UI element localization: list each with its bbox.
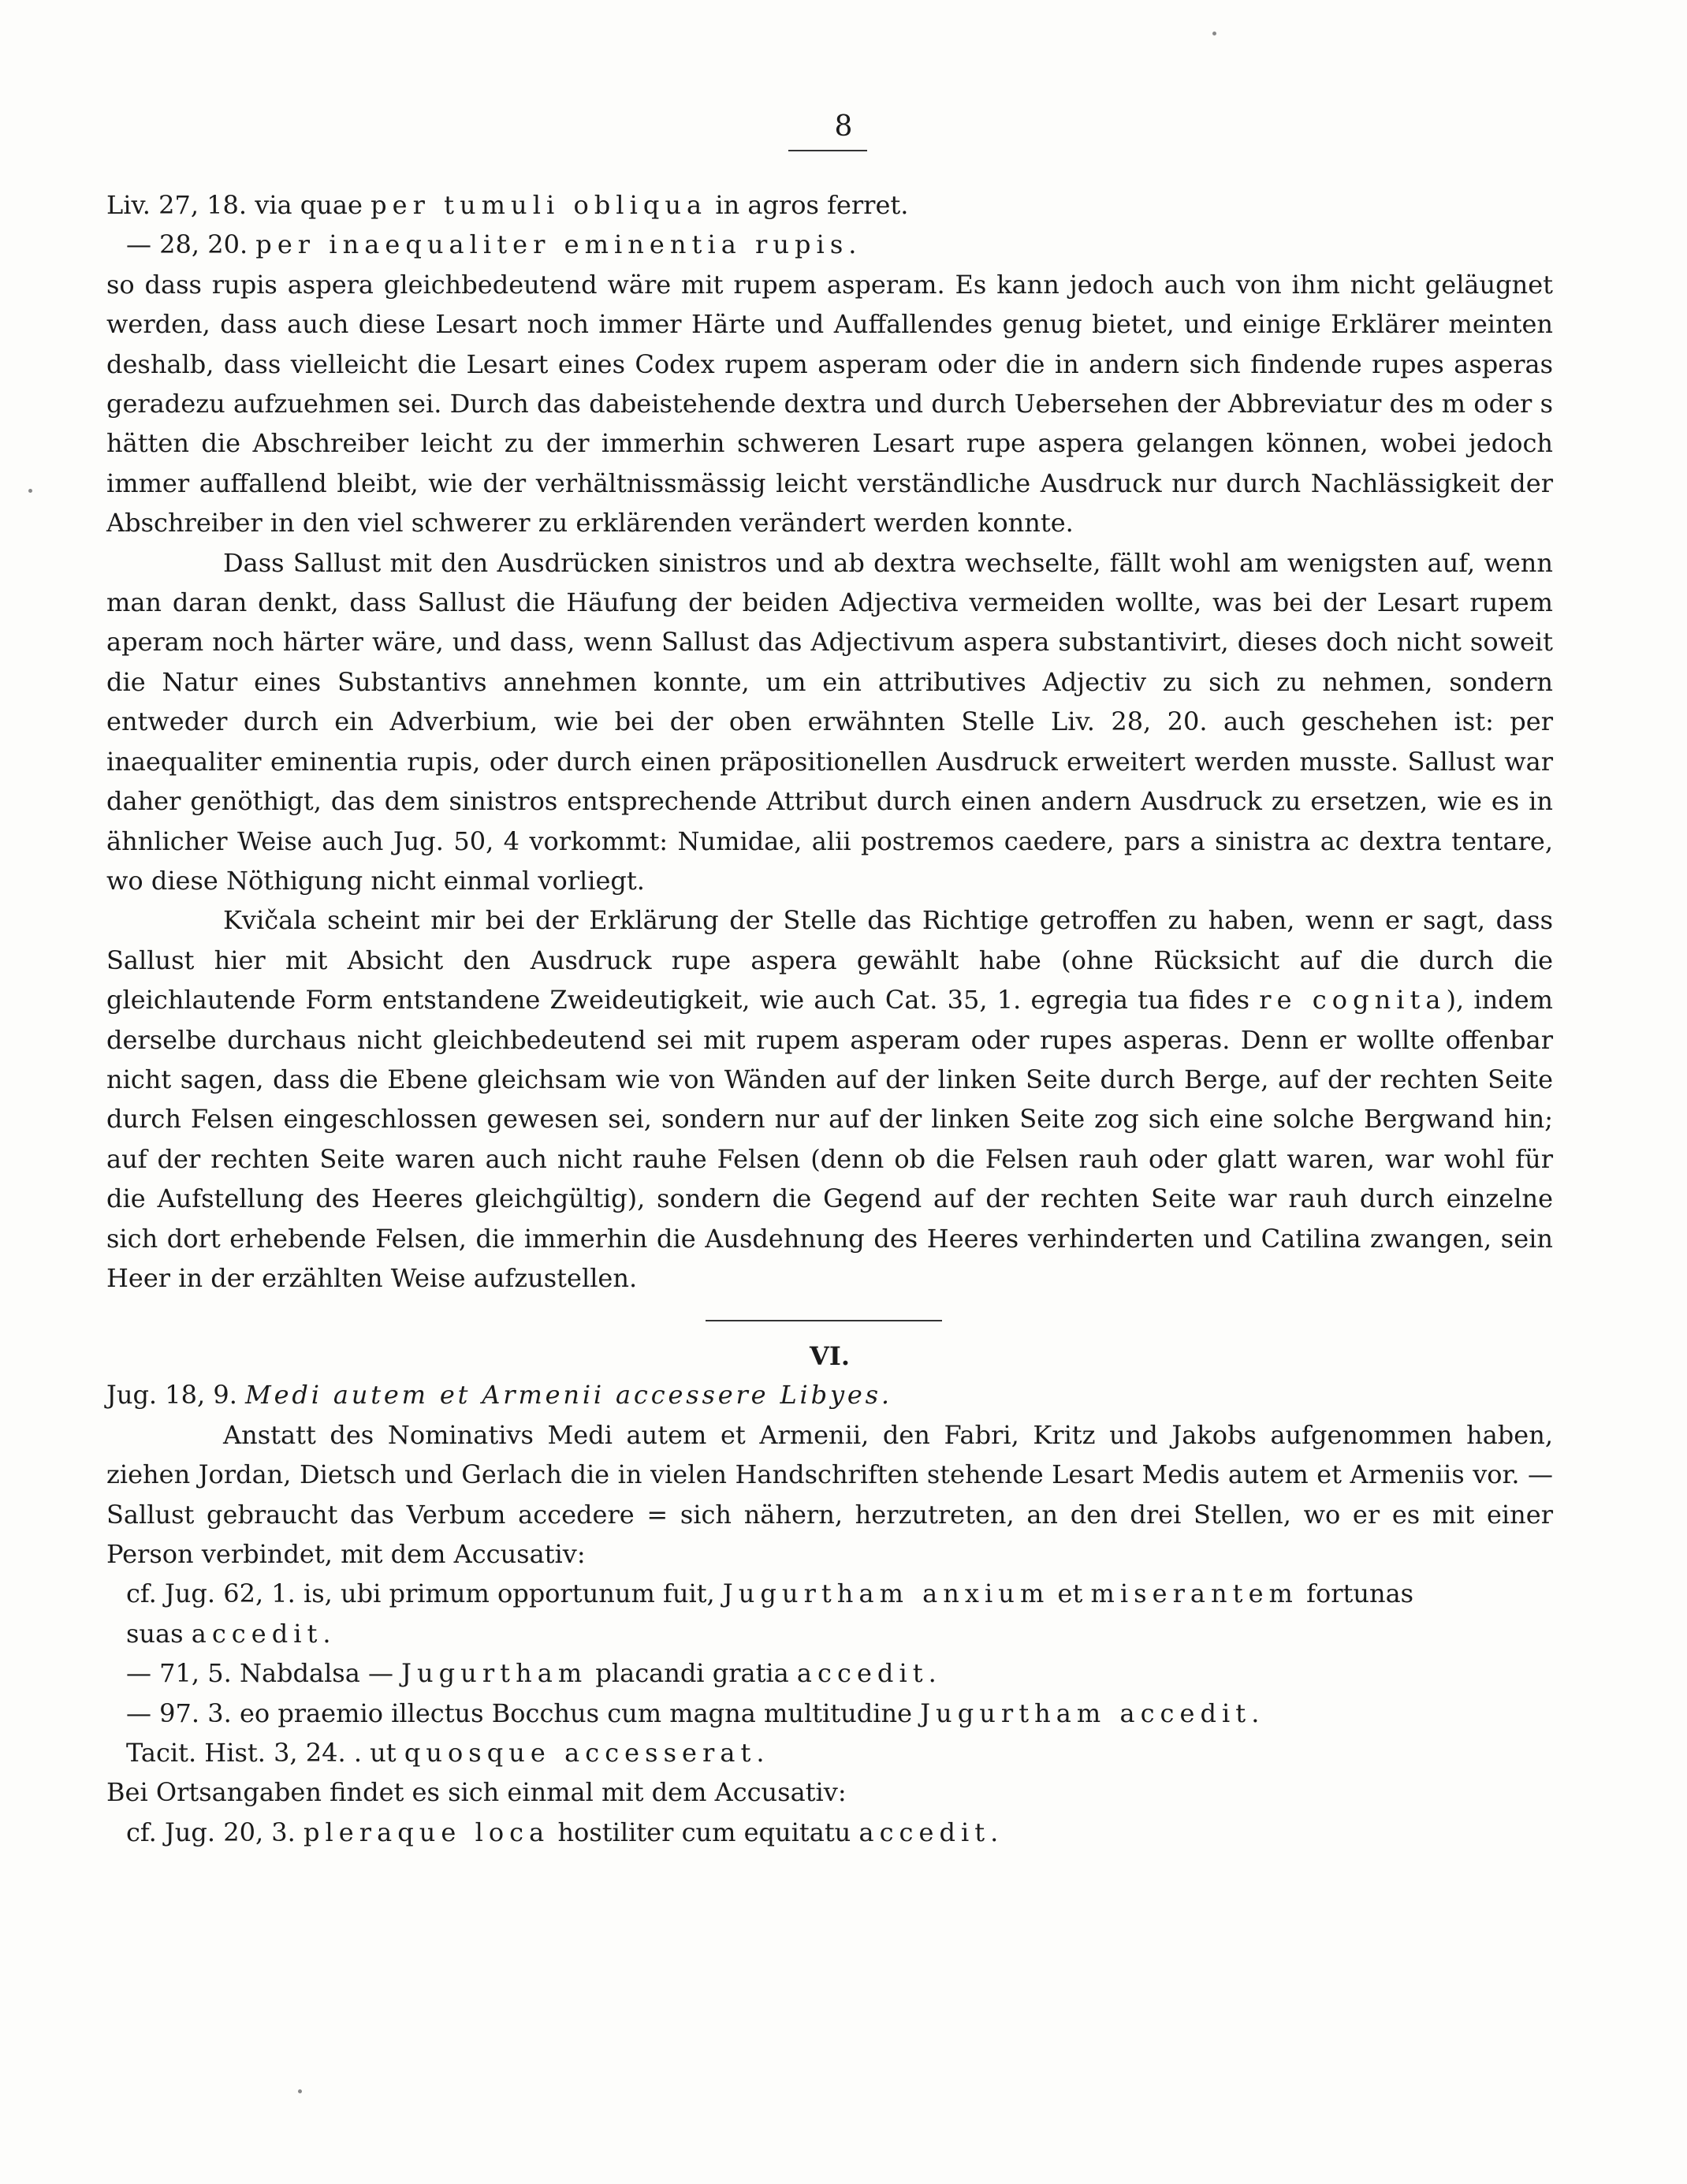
section-numeral: VI.	[810, 1341, 850, 1372]
paragraph: Kvičala scheint mir bei der Erklärung der Stelle das Richtige getroffen zu haben, wenn er sagt, dass Sallust hier mit Absicht den Ausdruck rupe aspera gewählt habe (ohne Rücksicht auf die durch die gleichlautende Form entstandene Zweideutigkeit, wie auch Cat. 35, 1. egregia tua fides re cognita), indem derselbe durchaus nicht gleichbedeutend sei mit rupem asperam oder rupes asperas. Denn er wollte offenbar nicht sagen, dass die Ebene gleichsam wie von Wänden auf der linken Seite durch Berge, auf der rechten Seite durch Felsen eingeschlossen gewesen sei, sondern nur auf der linken Seite zog sich eine solche Bergwand hin; auf der rechten Seite waren auch nicht rauhe Felsen (denn ob die Felsen rauh oder glatt waren, war wohl für die Aufstellung des Heeres gleichgültig), sondern die Gegend auf der rechten Seite war rauh durch einzelne sich dort erhebende Felsen, die immerhin die Ausdehnung des Heeres verhinderten und Catilina zwangen, sein Heer in der erzählten Weise aufzustellen.	[106, 905, 1554, 1293]
citation-jug-71-5: — 71, 5. Nabdalsa — Jugurtham placandi gratia accedit.	[126, 1658, 942, 1689]
paragraph: Dass Sallust mit den Ausdrücken sinistros und ab dextra wechselte, fällt wohl am wenigsten auf, wenn man daran denkt, dass Sallust die Häufung der beiden Adjectiva vermeiden wollte, was bei der Lesart rupem aperam noch härter wäre, und dass, wenn Sallust das Adjectivum aspera substantivirt, dieses doch nicht soweit die Natur eines Substantivs annehmen konnte, um ein attributives Adjectiv zu sich zu nehmen, sondern entweder durch ein Adverbium, wie bei der oben erwähnten Stelle Liv. 28, 20. auch geschehen ist: per inaequaliter eminentia rupis, oder durch einen präpositionellen Ausdruck erweitert werden musste. Sallust war daher genöthigt, das dem sinistros entsprechende Attribut durch einen andern Ausdruck zu ersetzen, wie es in ähnlicher Weise auch Jug. 50, 4 vorkommt: Numidae, alii postremos caedere, pars a sinistra ac dextra tentare, wo diese Nöthigung nicht einmal vorliegt.	[106, 547, 1553, 896]
paragraph: so dass rupis aspera gleichbedeutend wäre mit rupem asperam. Es kann jedoch auch von ihm nicht geläugnet werden, dass auch diese Lesart noch immer Härte und Auffallendes genug bietet, und einige Erklärer meinten deshalb, dass vielleicht die Lesart eines Codex rupem asperam oder die in andern sich findende rupes asperas geradezu aufzuehmen sei. Durch das dabeistehende dextra und durch Uebersehen der Abbreviatur des m oder s hätten die Abschreiber leicht zu der immerhin schweren Lesart rupe aspera gelangen können, wobei jedoch immer auffallend bleibt, wie der verhältnissmässig leicht verständliche Ausdruck nur durch Nachlässigkeit der Abschreiber in den viel schwerer zu erklärenden verändert werden konnte.	[106, 269, 1553, 539]
paper-speck	[28, 489, 32, 493]
paragraph: Anstatt des Nominativs Medi autem et Armenii, den Fabri, Kritz und Jakobs aufgenommen haben, ziehen Jordan, Dietsch und Gerlach die in vielen Handschriften stehende Lesart Medis autem et Armeniis vor. — Sallust gebraucht das Verbum accedere = sich nähern, herzutreten, an den drei Stellen, wo er es mit einer Person verbindet, mit dem Accusativ:	[106, 1419, 1553, 1569]
page-body	[106, 185, 1553, 1852]
citation-jug-97-3: — 97. 3. eo praemio illectus Bocchus cum magna multitudine Jugurtham accedit.	[126, 1698, 1265, 1728]
citation-jug-20-3: cf. Jug. 20, 3. pleraque loca hostiliter cum equitatu accedit.	[126, 1817, 1004, 1847]
paper-speck	[298, 2089, 302, 2093]
citation-tacit-hist: Tacit. Hist. 3, 24. . ut quosque accesserat.	[126, 1738, 770, 1768]
citation-jug-62-1-cont: suas accedit.	[126, 1618, 337, 1649]
citation-liv-27-18: Liv. 27, 18. via quae per tumuli obliqua in agros ferret.	[106, 190, 909, 220]
citation-liv-28-20: — 28, 20. per inaequaliter eminentia rupis.	[126, 229, 862, 260]
page-number: 8	[834, 110, 853, 143]
page-number-rule	[788, 150, 867, 151]
paper-speck	[1212, 32, 1216, 35]
section-divider	[706, 1320, 942, 1321]
citation-jug-62-1: cf. Jug. 62, 1. is, ubi primum opportunum fuit, Jugurtham anxium et miserantem fortunas	[126, 1578, 1414, 1609]
section-heading: Jug. 18, 9. Medi autem et Armenii accessere Libyes.	[106, 1380, 892, 1411]
paragraph-ortsangaben: Bei Ortsangaben findet es sich einmal mit dem Accusativ:	[106, 1777, 847, 1808]
